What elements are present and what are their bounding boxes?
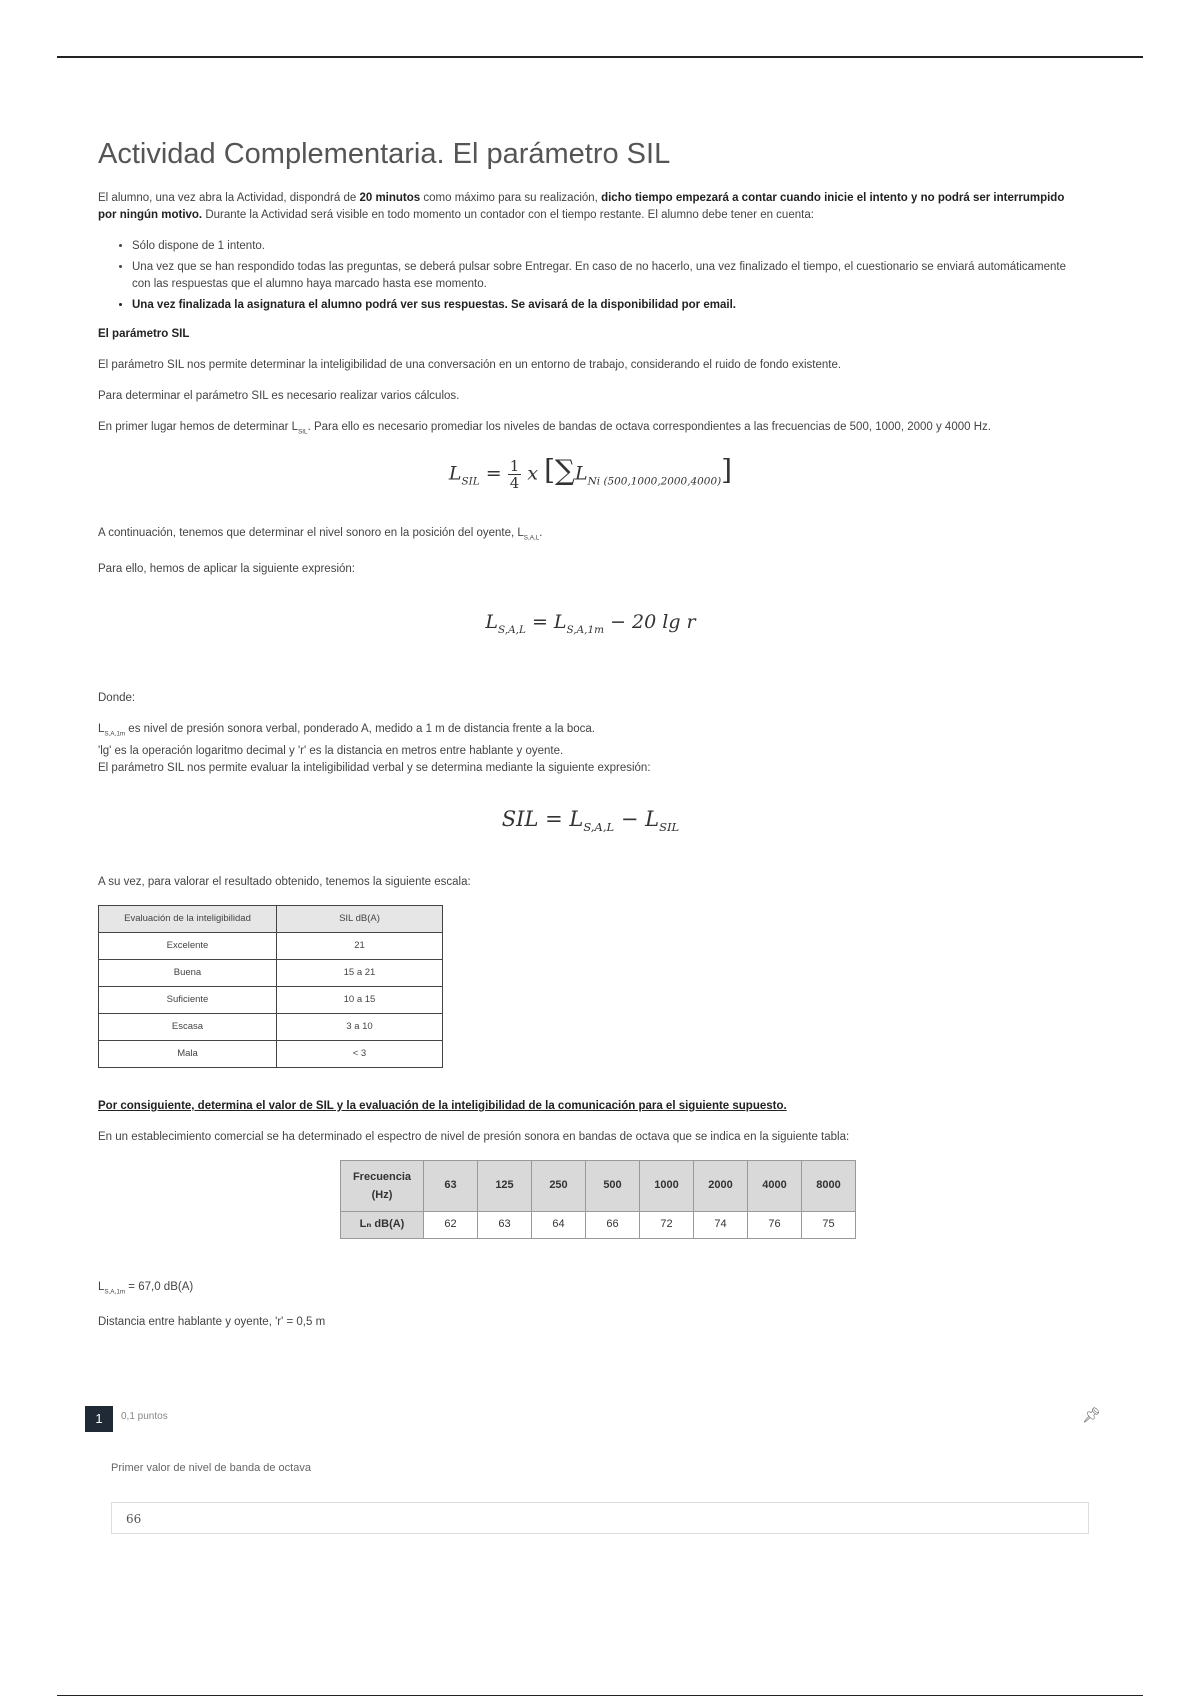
level-cell: 74 (694, 1211, 748, 1238)
level-cell: 76 (748, 1211, 802, 1238)
intro-bold: dicho tiempo empezará a contar cuando inicie el intento y no podrá ser interrumpido por ningún motivo. (98, 192, 1065, 221)
f3-term-b: L (645, 806, 660, 831)
table-header-row (99, 905, 443, 932)
task-description: En un establecimiento comercial se ha determinado el espectro de nivel de presión sonora en bandas de octava que se indica en la siguiente tabla: (98, 1130, 850, 1143)
definition-1 (98, 721, 1083, 742)
f1-lhs: L (448, 462, 462, 485)
table-row (99, 986, 443, 1013)
activity-content (98, 136, 1083, 1345)
p3-sub: SIL (298, 428, 308, 436)
table-row (99, 932, 443, 959)
g1-sub: S,A,1m (104, 1288, 126, 1296)
level-cell: 66 (586, 1211, 640, 1238)
d1-text-a: L (98, 723, 105, 736)
f1-numerator: 1 (509, 457, 520, 476)
table-cell: Excelente (99, 932, 277, 959)
frequency-cell: 8000 (802, 1160, 856, 1211)
f1-fraction (508, 458, 522, 491)
donde-label: Donde: (98, 692, 136, 705)
list-item: • Sólo dispone de 1 intento. (132, 238, 1083, 255)
definition-3: El parámetro SIL nos permite evaluar la inteligibilidad verbal y se determina mediante la siguiente expresión: (98, 761, 651, 774)
d1-text-b: es nivel de presión sonora verbal, ponderado A, medido a 1 m de distancia frente a la boca. (125, 723, 595, 736)
f3-term-a: L (569, 806, 584, 831)
paragraph-6: A su vez, para valorar el resultado obtenido, tenemos la siguiente escala: (98, 875, 471, 888)
definitions (98, 721, 1083, 776)
intro-time: 20 minutos (359, 192, 421, 204)
f3-lhs: SIL = (501, 806, 570, 831)
formula-lsil (98, 453, 1083, 493)
frequency-cell: 125 (478, 1160, 532, 1211)
f3-term-a-sub: S,A,L (583, 819, 615, 834)
table-cell: Suficiente (99, 986, 277, 1013)
paragraph-2: Para determinar el parámetro SIL es necesario realizar varios cálculos. (98, 390, 460, 402)
intro-text-1: El alumno, una vez abra la Actividad, dispondrá de (98, 192, 360, 204)
question-text: Primer valor de nivel de banda de octava (111, 1462, 311, 1474)
question-number: 1 (85, 1406, 113, 1432)
intelligibility-scale-table (98, 905, 443, 1068)
frequency-cell: 250 (532, 1160, 586, 1211)
paragraph-5: Para ello, hemos de aplicar la siguiente expresión: (98, 562, 355, 575)
frequency-unit: (Hz) (371, 1188, 393, 1201)
table-cell: Buena (99, 959, 277, 986)
table-cell: 10 a 15 (277, 986, 443, 1013)
level-cell: 72 (640, 1211, 694, 1238)
f3-minus: − (614, 806, 646, 831)
p4-text-a: A continuación, tenemos que determinar el nivel sonoro en la posición del oyente, L (98, 527, 524, 540)
frequency-cell: 63 (424, 1160, 478, 1211)
table-cell: < 3 (277, 1040, 443, 1067)
table-header: SIL dB(A) (277, 905, 443, 932)
d1-sub: S,A,1m (104, 730, 126, 738)
frequency-cell: 2000 (694, 1160, 748, 1211)
answer-input[interactable]: 66 (111, 1502, 1089, 1534)
level-row-label: Lₙ dB(A) (341, 1211, 424, 1238)
frequency-label: Frecuencia (352, 1170, 412, 1183)
formula-sil (98, 806, 1083, 836)
p4-text-b: . (539, 527, 543, 540)
f1-term-sub: Ni (500,1000,2000,4000) (587, 475, 722, 488)
table-header-row (341, 1160, 856, 1211)
p3-text-b: . Para ello es necesario promediar los niveles de bandas de octava correspondientes a las frecuencias de 500, 1000, 2000 y 4000 Hz. (307, 421, 991, 433)
table-row (99, 1040, 443, 1067)
list-item: • Una vez que se han respondido todas las preguntas, se deberá pulsar sobre Entregar. En caso de no hacerlo, una vez finalizado el tiempo, el cuestionario se enviará automáticamente con las respuestas que el alumno haya marcado hasta ese momento. (132, 259, 1083, 293)
table-row (341, 1211, 856, 1238)
table-cell: 15 a 21 (277, 959, 443, 986)
f1-open-bracket: [ (544, 453, 556, 487)
g1-text-a: L (98, 1280, 105, 1293)
frequency-cell: 1000 (640, 1160, 694, 1211)
frequency-cell: 500 (586, 1160, 640, 1211)
table-header: Evaluación de la inteligibilidad (99, 905, 277, 932)
list-item: • Una vez finalizada la asignatura el alumno podrá ver sus respuestas. Se avisará de la disponibilidad por email. (132, 297, 1083, 314)
p4-sub: S,A,L (523, 534, 540, 542)
level-cell: 75 (802, 1211, 856, 1238)
formula-lsal (98, 610, 1083, 639)
level-cell: 62 (424, 1211, 478, 1238)
p3-text-a: En primer lugar hemos de determinar L (98, 421, 299, 433)
page-title: Actividad Complementaria. El parámetro SIL (98, 138, 671, 170)
f1-eq: = (479, 462, 508, 485)
table-cell: Escasa (99, 1013, 277, 1040)
f3-term-b-sub: SIL (659, 819, 680, 834)
table-row (99, 959, 443, 986)
top-rule (57, 56, 1143, 58)
f2-rest: − 20 lg r (604, 610, 696, 633)
g1-text-b: = 67,0 dB(A) (125, 1280, 194, 1293)
frequency-header (341, 1160, 424, 1211)
bottom-rule (57, 1695, 1143, 1696)
frequency-cell: 4000 (748, 1160, 802, 1211)
paragraph-4 (98, 525, 1083, 546)
definition-2: 'lg' es la operación logaritmo decimal y 'r' es la distancia en metros entre hablante y oyente. (98, 744, 564, 757)
given-lsa1m (98, 1279, 1083, 1300)
table-cell: 21 (277, 932, 443, 959)
f1-denominator: 4 (509, 474, 520, 493)
instructions-list (98, 238, 1083, 314)
f1-term: L (575, 462, 588, 485)
table-row (99, 1013, 443, 1040)
f1-lhs-sub: SIL (461, 475, 480, 488)
pin-icon[interactable]: 📌︎ (1081, 1407, 1101, 1424)
frequency-table (340, 1160, 856, 1239)
table-cell: 3 a 10 (277, 1013, 443, 1040)
question-points: 0,1 puntos (121, 1411, 168, 1422)
f2-lhs: L (485, 610, 499, 633)
intro-text-3: Durante la Actividad será visible en todo momento un contador con el tiempo restante. El alumno debe tener en cuenta: (202, 209, 814, 221)
f1-times: x (521, 462, 545, 485)
f2-eq: = (525, 610, 554, 633)
f2-term-sub: S,A,1m (566, 623, 605, 636)
intro-paragraph (98, 190, 1083, 224)
task-statement: Por consiguiente, determina el valor de SIL y la evaluación de la inteligibilidad de la comunicación para el siguiente supuesto. (98, 1099, 787, 1112)
given-distance: Distancia entre hablante y oyente, 'r' = 0,5 m (98, 1316, 326, 1329)
level-cell: 63 (478, 1211, 532, 1238)
f2-lhs-sub: S,A,L (498, 623, 526, 636)
level-cell: 64 (532, 1211, 586, 1238)
section-heading: El parámetro SIL (98, 328, 190, 340)
f2-term: L (553, 610, 567, 633)
paragraph-1: El parámetro SIL nos permite determinar la inteligibilidad de una conversación en un entorno de trabajo, considerando el ruido de fondo existente. (98, 359, 842, 371)
sum-icon: ∑ (555, 453, 576, 487)
f1-close-bracket: ] (721, 453, 733, 487)
table-cell: Mala (99, 1040, 277, 1067)
paragraph-3 (98, 419, 1083, 440)
intro-text-2: como máximo para su realización, (420, 192, 602, 204)
